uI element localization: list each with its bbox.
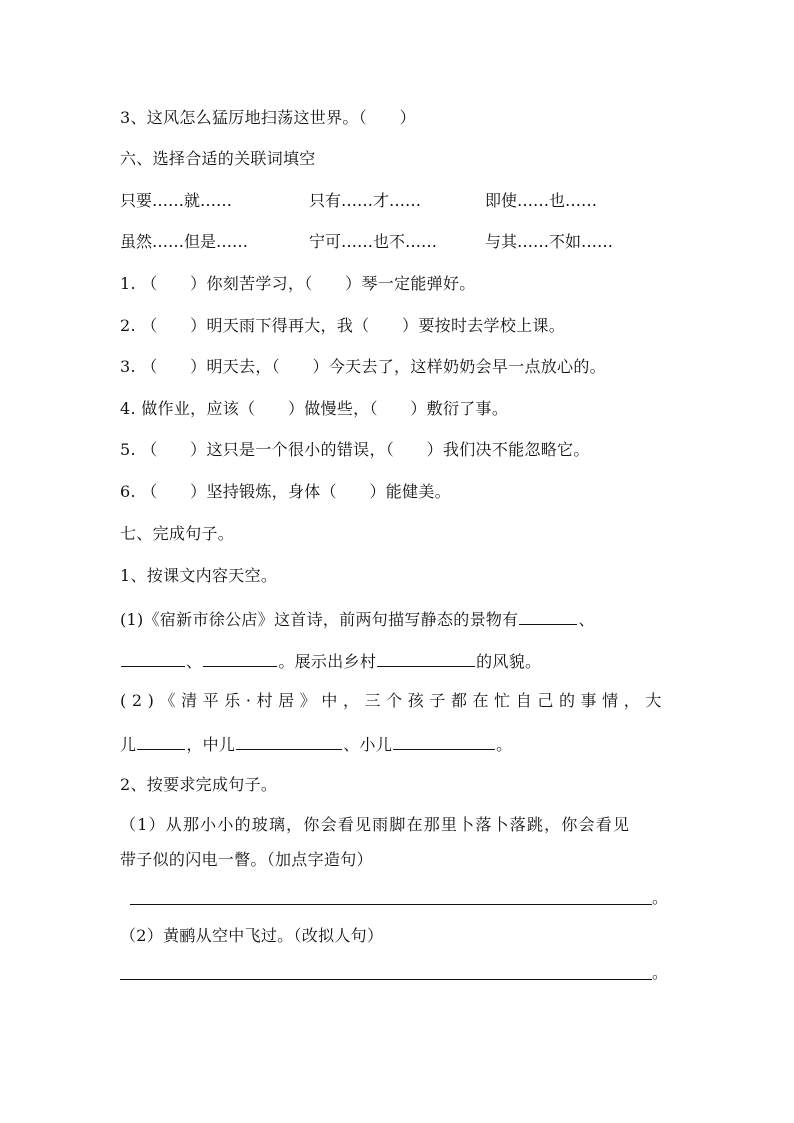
fill-blank-text: 、 (186, 652, 203, 671)
answer-blank[interactable] (377, 650, 475, 667)
fill-blank-line (120, 733, 512, 755)
answer-line[interactable] (120, 979, 652, 980)
answer-blank[interactable] (393, 733, 495, 750)
question-item: 2. （ ）明天雨下得再大，我（ ）要按时去学校上课。 (120, 316, 566, 335)
answer-line-period: 。 (652, 963, 669, 982)
question-item: 6. （ ）坚持锻炼，身体（ ）能健美。 (120, 482, 451, 501)
conjunction-option: 宁可……也不…… (309, 232, 438, 251)
fill-blank-text: 儿 (120, 735, 137, 754)
fill-blank-line (120, 608, 595, 630)
conjunction-option: 即使……也…… (485, 191, 598, 210)
fill-blank-text: 。 (496, 735, 513, 754)
sentence-prompt: （1）从那小小的玻璃，你会看见雨脚在那里卜落卜落跳，你会看见 (120, 815, 631, 834)
question-item: 4. 做作业，应该（ ）做慢些，（ ）敷衍了事。 (120, 399, 509, 418)
question-item: 3、这风怎么猛厉地扫荡这世界。（ ） (120, 108, 416, 127)
fill-blank-text: 。展示出乡村 (278, 652, 377, 671)
answer-line[interactable] (130, 904, 652, 905)
answer-blank[interactable] (137, 733, 185, 750)
conjunction-option: 只要……就…… (120, 191, 233, 210)
question-item: 1. （ ）你刻苦学习，（ ）琴一定能弹好。 (120, 274, 476, 293)
conjunction-option: 只有……才…… (309, 191, 422, 210)
fill-blank-line: (2)《清平乐·村居》中，三个孩子都在忙自己的事情，大 (120, 691, 667, 710)
fill-blank-text: (1)《宿新市徐公店》这首诗，前两句描写静态的景物有 (120, 610, 519, 629)
answer-blank[interactable] (121, 650, 185, 667)
fill-blank-text: 的风貌。 (476, 652, 542, 671)
answer-line-period: 。 (652, 888, 669, 907)
fill-blank-line (120, 650, 541, 672)
sub-heading: 2、按要求完成句子。 (120, 775, 278, 794)
fill-blank-text: 、 (578, 610, 595, 629)
sentence-prompt: （2）黄鹂从空中飞过。（改拟人句） (120, 926, 384, 945)
fill-blank-text: ，中儿 (186, 735, 236, 754)
fill-blank-text: 、小儿 (343, 735, 393, 754)
conjunction-option: 虽然……但是…… (120, 232, 249, 251)
answer-blank[interactable] (236, 733, 342, 750)
question-item: 3. （ ）明天去，（ ）今天去了，这样奶奶会早一点放心的。 (120, 357, 606, 376)
answer-blank[interactable] (203, 650, 277, 667)
sentence-prompt: 带子似的闪电一瞥。（加点字造句） (120, 850, 373, 869)
section-heading: 六、选择合适的关联词填空 (120, 149, 316, 168)
sub-heading: 1、按课文内容天空。 (120, 566, 278, 585)
answer-blank[interactable] (519, 608, 577, 625)
section-heading: 七、完成句子。 (120, 524, 235, 543)
question-item: 5. （ ）这只是一个很小的错误，（ ）我们决不能忽略它。 (120, 440, 590, 459)
conjunction-option: 与其……不如…… (485, 232, 614, 251)
